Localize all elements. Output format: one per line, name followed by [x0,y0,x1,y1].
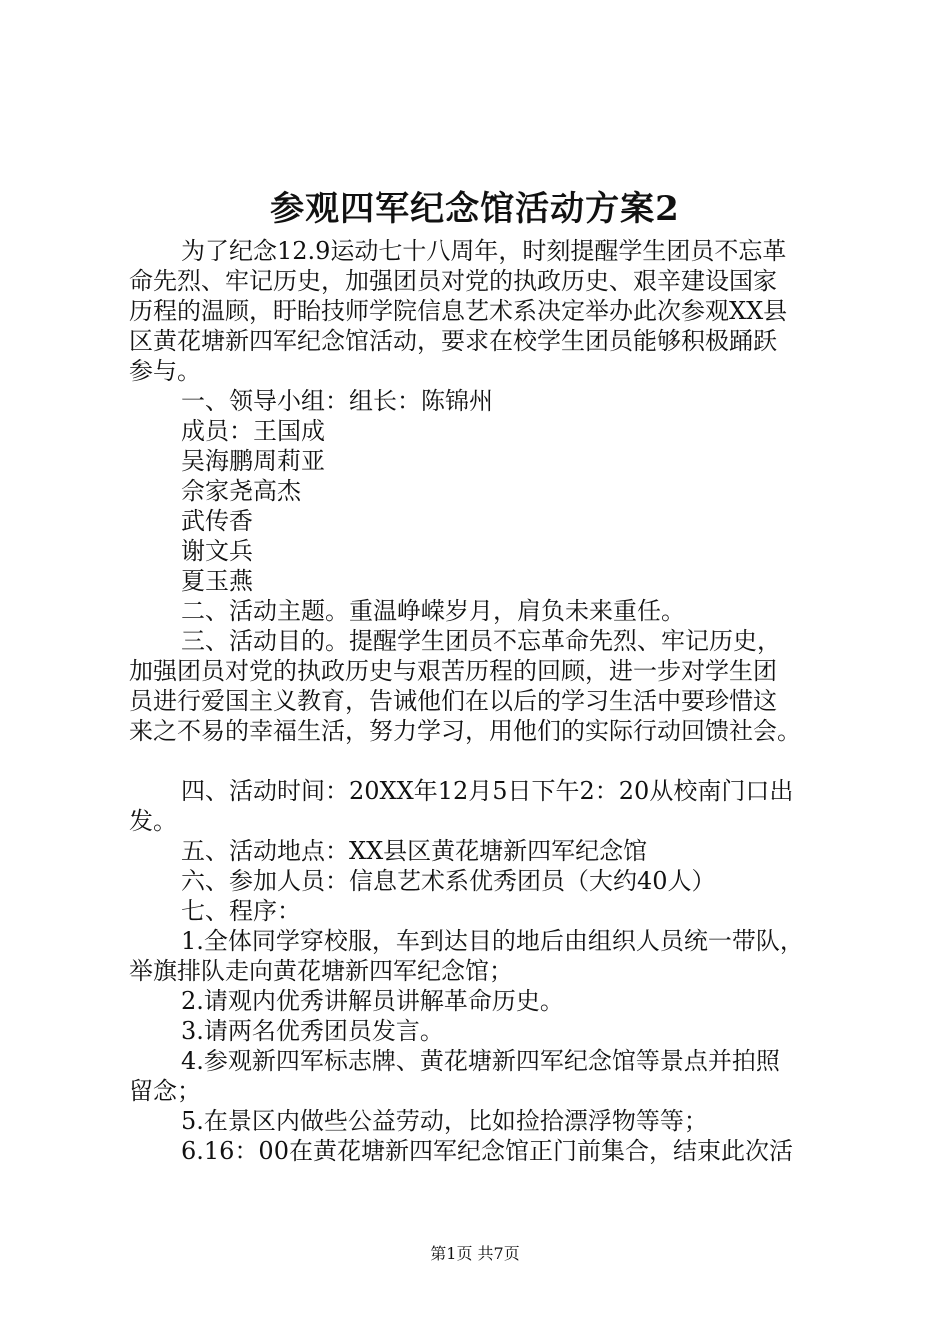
procedure-step: 2.请观内优秀讲解员讲解革命历史。 [181,987,564,1015]
paragraph-line: 为了纪念12.9运动七十八周年，时刻提醒学生团员不忘革 [181,237,787,265]
section-heading: 五、活动地点：XX县区黄花塘新四军纪念馆 [181,837,648,865]
paragraph-line: 员进行爱国主义教育，告诫他们在以后的学习生活中要珍惜这 [129,687,777,715]
paragraph-line: 区黄花塘新四军纪念馆活动，要求在校学生团员能够积极踊跃 [129,327,777,355]
section-heading: 六、参加人员：信息艺术系优秀团员（大约40人） [181,867,716,895]
document-title: 参观四军纪念馆活动方案2 [270,189,680,229]
paragraph-line: 举旗排队走向黄花塘新四军纪念馆； [129,957,513,985]
member-line: 谢文兵 [181,537,253,565]
procedure-step: 3.请两名优秀团员发言。 [181,1017,444,1045]
section-heading: 三、活动目的。提醒学生团员不忘革命先烈、牢记历史， [181,627,781,655]
section-heading: 四、活动时间：20XX年12月5日下午2：20从校南门口出 [181,777,794,805]
paragraph-line: 参与。 [129,357,201,385]
procedure-step: 1.全体同学穿校服，车到达目的地后由组织人员统一带队， [181,927,804,955]
paragraph-line: 留念； [129,1077,201,1105]
member-line: 佘家尧高杰 [181,477,301,505]
member-line: 吴海鹏周莉亚 [181,447,325,475]
procedure-step: 5.在景区内做些公益劳动，比如捡拾漂浮物等等； [181,1107,708,1135]
paragraph-line: 加强团员对党的执政历史与艰苦历程的回顾，进一步对学生团 [129,657,777,685]
member-line: 夏玉燕 [181,567,253,595]
procedure-step: 4.参观新四军标志牌、黄花塘新四军纪念馆等景点并拍照 [181,1047,780,1075]
paragraph-line: 来之不易的幸福生活，努力学习，用他们的实际行动回馈社会。 [129,717,801,745]
procedure-step: 6.16：00在黄花塘新四军纪念馆正门前集合，结束此次活 [181,1137,793,1165]
document-body [129,236,849,1166]
section-heading: 七、程序： [181,897,301,925]
blank-line [129,746,849,776]
section-heading: 一、领导小组：组长：陈锦州 [181,387,493,415]
section-heading: 二、活动主题。重温峥嵘岁月，肩负未来重任。 [181,597,685,625]
member-line: 成员：王国成 [181,417,325,445]
page-number-footer: 第1页 共7页 [430,1244,520,1263]
member-line: 武传香 [181,507,253,535]
paragraph-line: 发。 [129,807,177,835]
paragraph-line: 命先烈、牢记历史，加强团员对党的执政历史、艰辛建设国家 [129,267,777,295]
paragraph-line: 历程的温顾，盱眙技师学院信息艺术系决定举办此次参观XX县 [129,297,788,325]
